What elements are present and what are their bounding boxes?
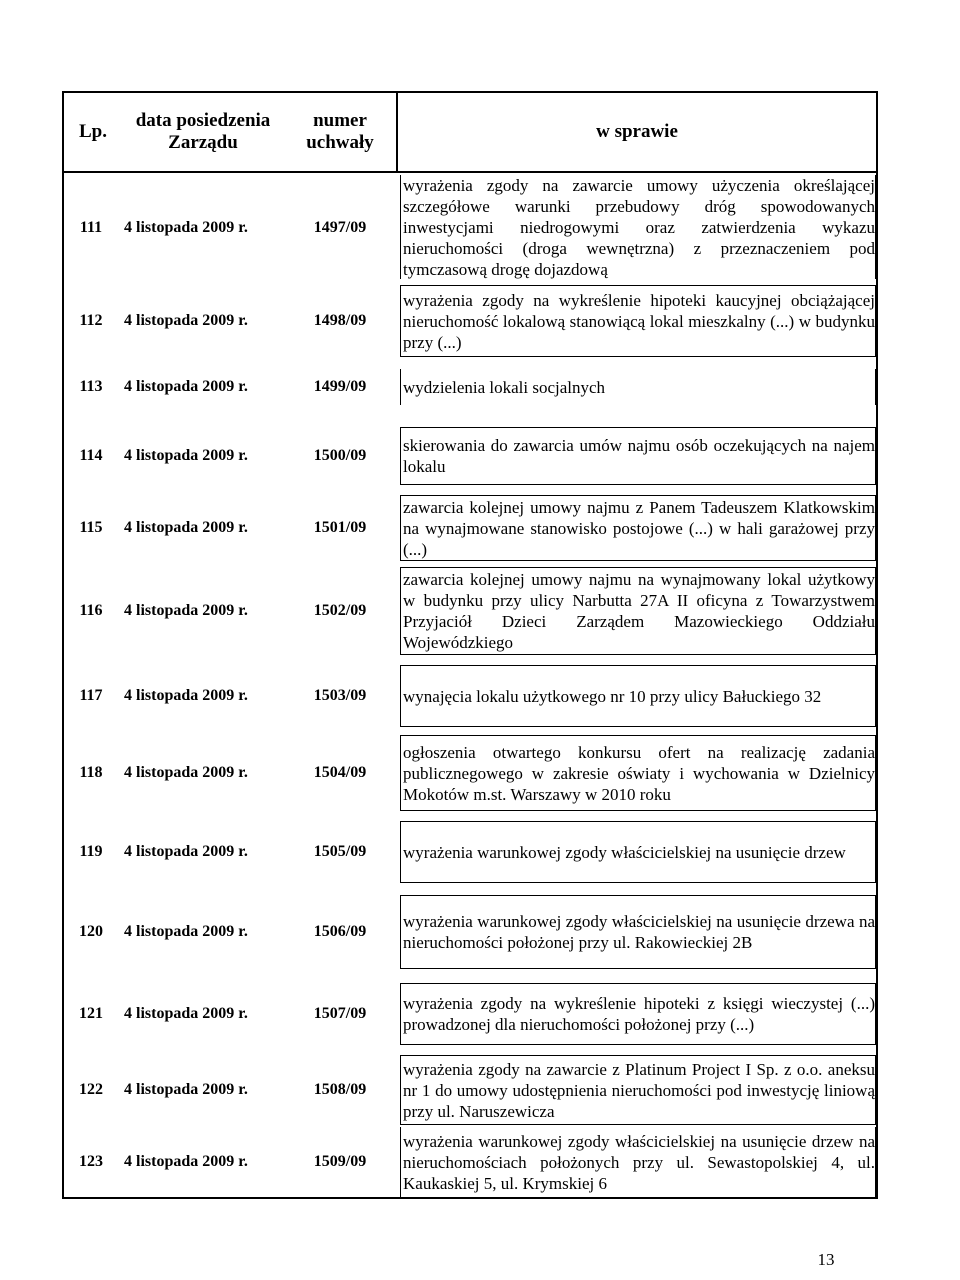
subject-cell [400, 735, 876, 811]
header-number [284, 93, 396, 171]
meeting-date: 4 listopada 2009 r. [124, 447, 248, 464]
table-row [64, 495, 876, 561]
table-row [64, 735, 876, 811]
row-number: 121 [79, 1005, 103, 1022]
row-number: 119 [79, 843, 103, 860]
table-row [64, 895, 876, 969]
meeting-date: 4 listopada 2009 r. [124, 687, 248, 704]
subject-cell [400, 665, 876, 727]
subject-text: wyrażenia warunkowej zgody właścicielskiej na usunięcie drzew na nieruchomościach położonych przy ul. Sewastopolskiej 4, ul. Kaukaskiej 5, ul. Krymskiej 6 [403, 1131, 875, 1193]
table-row [64, 821, 876, 883]
subject-text: wyrażenia zgody na zawarcie umowy użyczenia określającej szczegółowe warunki przebudowy dróg spowodowanych inwestycjami niedrogowymi oraz zatwierdzenia wykazu nieruchomości (droga wewnętrzna) z przeznaczeniem pod tymczasową drogę dojazdową [403, 175, 875, 279]
page-number: 13 [817, 1250, 835, 1269]
table-row [64, 369, 876, 405]
meeting-date: 4 listopada 2009 r. [124, 843, 248, 860]
resolution-number: 1499/09 [313, 378, 367, 395]
subject-text: wyrażenia zgody na wykreślenie hipoteki kaucyjnej obciążającej nieruchomość lokalową stanowiącą lokal mieszkalny (...) w budynku przy (...) [403, 290, 875, 352]
row-number: 113 [79, 378, 103, 395]
meeting-date: 4 listopada 2009 r. [124, 1153, 248, 1170]
header-label: w sprawie [596, 121, 678, 142]
table-header [64, 93, 876, 173]
table-row [64, 1127, 876, 1197]
header-lp [64, 93, 122, 171]
meeting-date: 4 listopada 2009 r. [124, 378, 248, 395]
resolutions-table [62, 91, 878, 1199]
resolution-number: 1505/09 [313, 843, 367, 860]
subject-cell [400, 369, 876, 405]
row-number: 115 [79, 519, 103, 536]
row-number: 117 [79, 687, 103, 704]
header-label: Zarządu [168, 132, 238, 153]
subject-text: zawarcia kolejnej umowy najmu z Panem Tadeuszem Klatkowskim na wynajmowane stanowisko postojowe (...) w hali garażowej przy (...) [403, 497, 875, 559]
subject-text: wyrażenia warunkowej zgody właścicielskiej na usunięcie drzew [403, 842, 846, 862]
subject-cell [400, 821, 876, 883]
resolution-number: 1508/09 [313, 1081, 367, 1098]
header-date [122, 93, 284, 171]
header-label: data posiedzenia [135, 110, 271, 131]
row-number: 120 [79, 923, 103, 940]
subject-cell [400, 567, 876, 655]
subject-text: wydzielenia lokali socjalnych [403, 377, 606, 397]
subject-text: skierowania do zawarcia umów najmu osób oczekujących na najem lokalu [403, 436, 875, 476]
resolution-number: 1502/09 [313, 602, 367, 619]
meeting-date: 4 listopada 2009 r. [124, 1081, 248, 1098]
subject-text: wyrażenia warunkowej zgody właścicielskiej na usunięcie drzewa na nieruchomości położonej przy ul. Rakowieckiej 2B [403, 912, 875, 952]
table-row [64, 665, 876, 727]
subject-text: wyrażenia zgody na zawarcie z Platinum Project I Sp. z o.o. aneksu nr 1 do umowy udostępnienia nieruchomości pod inwestycję liniową przy ul. Naruszewicza [403, 1059, 875, 1121]
resolution-number: 1509/09 [313, 1153, 367, 1170]
meeting-date: 4 listopada 2009 r. [124, 519, 248, 536]
resolution-number: 1507/09 [313, 1005, 367, 1022]
meeting-date: 4 listopada 2009 r. [124, 923, 248, 940]
subject-text: wyrażenia zgody na wykreślenie hipoteki z księgi wieczystej (...) prowadzonej dla nieruchomości położonej przy (...) [403, 994, 875, 1034]
row-number: 122 [79, 1081, 103, 1098]
resolution-number: 1501/09 [313, 519, 367, 536]
subject-cell [400, 427, 876, 485]
subject-cell [400, 285, 876, 357]
row-number: 112 [79, 312, 103, 329]
subject-cell [400, 895, 876, 969]
subject-text: wynajęcia lokalu użytkowego nr 10 przy ulicy Bałuckiego 32 [403, 686, 822, 706]
subject-cell [400, 983, 876, 1045]
subject-cell [400, 495, 876, 561]
resolution-number: 1500/09 [313, 447, 367, 464]
header-label: uchwały [306, 132, 374, 153]
table-row [64, 175, 876, 281]
subject-cell [400, 1055, 876, 1125]
header-subject [398, 93, 876, 171]
subject-text: zawarcia kolejnej umowy najmu na wynajmowany lokal użytkowy w budynku przy ulicy Narbutta 27A II oficyna z Towarzystwem Przyjaciół Dzieci Zarządem Mazowieckiego Oddziału Wojewódzkiego [403, 570, 875, 652]
meeting-date: 4 listopada 2009 r. [124, 219, 248, 236]
table-row [64, 427, 876, 485]
resolution-number: 1498/09 [313, 312, 367, 329]
row-number: 116 [79, 602, 103, 619]
meeting-date: 4 listopada 2009 r. [124, 602, 248, 619]
resolution-number: 1504/09 [313, 764, 367, 781]
header-label: numer [313, 110, 367, 131]
row-number: 118 [79, 764, 103, 781]
row-number: 123 [79, 1153, 103, 1170]
table-row [64, 1055, 876, 1125]
subject-cell [400, 175, 876, 279]
table-row [64, 983, 876, 1045]
row-number: 111 [79, 219, 103, 236]
meeting-date: 4 listopada 2009 r. [124, 1005, 248, 1022]
resolution-number: 1497/09 [313, 219, 367, 236]
meeting-date: 4 listopada 2009 r. [124, 312, 248, 329]
subject-text: ogłoszenia otwartego konkursu ofert na realizację zadania publicznegowego w zakresie oświaty i wychowania w Dzielnicy Mokotów m.st. Warszawy w 2010 roku [403, 742, 875, 804]
resolution-number: 1506/09 [313, 923, 367, 940]
header-label: Lp. [79, 121, 107, 142]
table-row [64, 285, 876, 357]
resolution-number: 1503/09 [313, 687, 367, 704]
table-row [64, 567, 876, 655]
row-number: 114 [79, 447, 103, 464]
subject-cell [400, 1127, 876, 1197]
meeting-date: 4 listopada 2009 r. [124, 764, 248, 781]
